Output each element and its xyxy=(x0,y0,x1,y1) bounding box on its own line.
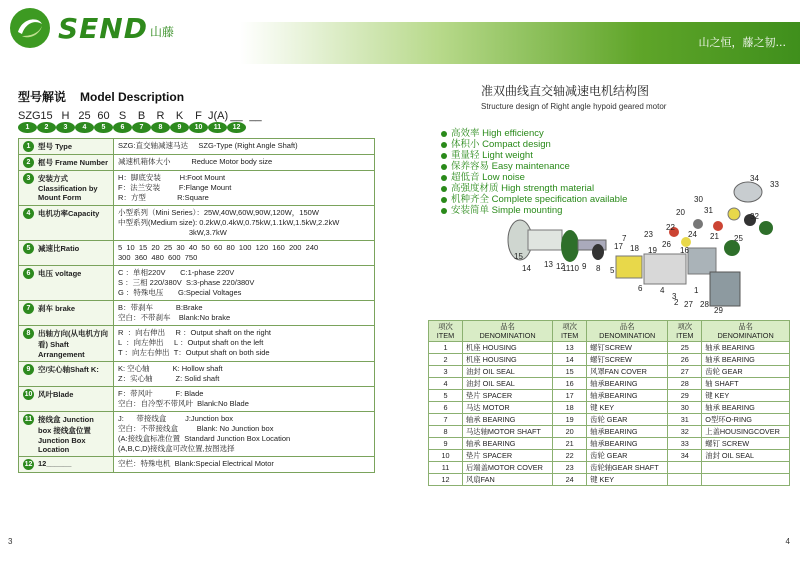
th-item: 项次 ITEM xyxy=(429,321,463,342)
model-code-part: 15 xyxy=(40,110,53,122)
part-label: 16 xyxy=(680,246,689,255)
row-content: 5 10 15 20 25 30 40 50 60 80 100 120 160 200 240 300 360 480 600 750 xyxy=(118,243,319,262)
part-label: 27 xyxy=(684,300,693,309)
part-label: 19 xyxy=(648,246,657,255)
description-label-cell xyxy=(19,155,114,171)
part-name: 上盖HOUSINGCOVER xyxy=(702,426,790,438)
parts-table xyxy=(428,320,790,486)
model-description-table xyxy=(18,138,375,473)
part-name: 螺钉SCREW xyxy=(587,342,668,354)
model-code-number-slot xyxy=(56,122,75,133)
part-name: 油封 OIL SEAL xyxy=(463,366,553,378)
description-content-cell xyxy=(114,301,375,326)
part-label: 18 xyxy=(630,244,639,253)
description-label-cell xyxy=(19,301,114,326)
row-number-badge: 11 xyxy=(24,416,33,423)
description-label-cell xyxy=(19,266,114,301)
structure-title: 准双曲线直交轴减速电机结构图 xyxy=(481,84,650,98)
exploded-view-icon xyxy=(498,168,788,316)
model-code-part: F xyxy=(195,110,202,122)
part-label: 33 xyxy=(770,180,779,189)
description-label-cell xyxy=(19,241,114,266)
part-number: 17 xyxy=(553,390,587,402)
model-code-number-slot xyxy=(151,122,170,133)
bullet-icon xyxy=(441,197,447,203)
part-name: 键 KEY xyxy=(702,390,790,402)
part-number: 23 xyxy=(553,462,587,474)
description-content-cell xyxy=(114,155,375,171)
part-name: 键 KEY xyxy=(587,402,668,414)
description-label xyxy=(23,364,109,375)
row-content: 小型系列（Mini Series）：25W,40W,60W,90W,120W，150W 中型系列(Medium size): 0.2kW,0.4kW,0.75kW,1.1kW,1.5kW,2.2kW 3kW,3.7kW xyxy=(118,208,340,237)
parts-row xyxy=(429,474,790,486)
part-label: 2 xyxy=(674,298,679,307)
part-name: 机座 HOUSING xyxy=(463,342,553,354)
part-number: 11 xyxy=(429,462,463,474)
description-label xyxy=(23,414,109,454)
part-number: 1 xyxy=(429,342,463,354)
part-name: 齿轮轴GEAR SHAFT xyxy=(587,462,668,474)
row-label: 减速比Ratio xyxy=(38,244,80,253)
th-item: 项次 ITEM xyxy=(668,321,702,342)
description-label xyxy=(23,459,109,470)
description-label-cell xyxy=(19,362,114,387)
part-label: 23 xyxy=(644,230,653,239)
model-description-title xyxy=(18,88,184,105)
model-code-number-slot xyxy=(189,122,208,133)
page-number-left: 3 xyxy=(8,537,13,546)
part-number: 25 xyxy=(668,342,702,354)
part-label: 8 xyxy=(596,264,601,273)
part-number: 12 xyxy=(429,474,463,486)
description-label xyxy=(23,157,109,168)
description-label-cell xyxy=(19,387,114,412)
parts-row xyxy=(429,414,790,426)
part-label: 13 xyxy=(544,260,553,269)
part-label: 6 xyxy=(638,284,643,293)
bullet-icon xyxy=(441,186,447,192)
part-label: 32 xyxy=(750,212,759,221)
part-number: 10 xyxy=(429,450,463,462)
row-label: 12______ xyxy=(38,459,72,468)
part-name: 马达 MOTOR xyxy=(463,402,553,414)
part-name: 轴承BEARING xyxy=(587,390,668,402)
description-content-cell xyxy=(114,387,375,412)
part-number xyxy=(668,474,702,486)
description-label-cell xyxy=(19,171,114,206)
part-label: 24 xyxy=(688,230,697,239)
row-number-badge: 12 xyxy=(24,461,33,468)
description-row xyxy=(19,301,375,326)
description-content-cell xyxy=(114,241,375,266)
row-label: 风叶Blade xyxy=(38,390,74,399)
part-number: 32 xyxy=(668,426,702,438)
part-name xyxy=(702,462,790,474)
logo-emblem-icon xyxy=(8,6,52,50)
part-number: 6 xyxy=(429,402,463,414)
model-code-number-slot xyxy=(113,122,132,133)
feature-text: 体积小 Compact design xyxy=(451,139,551,150)
part-number: 26 xyxy=(668,354,702,366)
part-number: 24 xyxy=(553,474,587,486)
parts-row xyxy=(429,402,790,414)
row-label: 出轴方向(从电机方向看) Shaft Arrangement xyxy=(38,329,108,359)
brand-logo xyxy=(8,6,174,50)
description-label-cell xyxy=(19,326,114,362)
description-label xyxy=(23,328,109,359)
row-content: J: 带接线盒 J:Junction box 空白：不带接线盒 Blank: No Junction box (A:接线盒标准位置 Standard Junction Box Location (A,B,C,D)接线盒可改位置,按图选择 xyxy=(118,414,291,453)
part-name: 垫片 SPACER xyxy=(463,450,553,462)
part-label: 25 xyxy=(734,234,743,243)
row-label: 空/实心轴Shaft K: xyxy=(38,365,99,374)
part-name: O型环O-RING xyxy=(702,414,790,426)
title-en: Model Description xyxy=(80,90,185,104)
row-label: 接线盒 Junction box 接线盒位置 Junction Box Location xyxy=(38,415,94,454)
model-code-number-slot xyxy=(170,122,189,133)
description-content-cell xyxy=(114,206,375,241)
description-row xyxy=(19,326,375,362)
part-name: 轴承BEARING xyxy=(587,438,668,450)
description-label xyxy=(23,141,109,152)
part-label: 7 xyxy=(622,234,627,243)
parts-row xyxy=(429,354,790,366)
part-name: 键 KEY xyxy=(587,474,668,486)
row-number-badge: 9 xyxy=(23,364,34,375)
code-number-badge: 10 xyxy=(189,122,208,133)
model-code-numbers xyxy=(18,122,246,133)
bullet-icon xyxy=(441,175,447,181)
description-content-cell xyxy=(114,412,375,457)
model-code-part: 60 xyxy=(97,110,110,122)
model-code-part: __ xyxy=(230,110,243,122)
bullet-icon xyxy=(441,142,447,148)
description-label-cell xyxy=(19,206,114,241)
description-label-cell xyxy=(19,139,114,155)
part-number: 20 xyxy=(553,426,587,438)
row-number-badge: 3 xyxy=(23,173,34,184)
parts-row xyxy=(429,342,790,354)
part-name: 轴承 BEARING xyxy=(702,342,790,354)
description-row xyxy=(19,171,375,206)
row-content: SZG:直交轴减速马达 SZG-Type (Right Angle Shaft) xyxy=(118,141,298,150)
feature-text: 超低音 Low noise xyxy=(451,172,525,183)
part-name: 齿轮 GEAR xyxy=(702,366,790,378)
part-number: 18 xyxy=(553,402,587,414)
model-code-part: SZG xyxy=(18,110,41,122)
part-number: 14 xyxy=(553,354,587,366)
description-label-cell xyxy=(19,412,114,457)
part-number: 13 xyxy=(553,342,587,354)
part-number: 9 xyxy=(429,438,463,450)
part-label: 14 xyxy=(522,264,531,273)
description-label-cell xyxy=(19,457,114,473)
part-number: 22 xyxy=(553,450,587,462)
row-content: H：脚底安装 H:Foot Mount F：法兰安装 F:Flange Mount R：方型 R:Square xyxy=(118,173,232,202)
feature-item xyxy=(441,128,627,139)
feature-text: 高效率 High efficiency xyxy=(451,128,544,139)
th-den: 品名 DENOMINATION xyxy=(587,321,668,342)
part-label: 34 xyxy=(750,174,759,183)
part-name: 风扇FAN xyxy=(463,474,553,486)
model-code-number-slot xyxy=(37,122,56,133)
feature-text: 重量轻 Light weight xyxy=(451,150,533,161)
part-name: 轴承 BEARING xyxy=(702,402,790,414)
part-label: 20 xyxy=(676,208,685,217)
part-name: 油封 OIL SEAL xyxy=(463,378,553,390)
code-number-badge: 4 xyxy=(75,122,94,133)
th-den: 品名 DENOMINATION xyxy=(702,321,790,342)
row-content: R ：向右伸出 R ：Output shaft on the right L ：向左伸出 L ：Output shaft on the left T ：向左右伸出 T：Output shaft on both side xyxy=(118,328,271,357)
part-number: 27 xyxy=(668,366,702,378)
row-label: 刹车 brake xyxy=(38,304,76,313)
th-den: 品名 DENOMINATION xyxy=(463,321,553,342)
part-name: 齿轮 GEAR xyxy=(587,414,668,426)
description-row xyxy=(19,241,375,266)
part-label: 9 xyxy=(582,262,587,271)
part-label: 11 xyxy=(562,264,571,273)
description-row xyxy=(19,362,375,387)
bullet-icon xyxy=(441,153,447,159)
model-code-part: R xyxy=(156,110,165,122)
part-number: 21 xyxy=(553,438,587,450)
part-label: 30 xyxy=(694,195,703,204)
part-label: 22 xyxy=(666,223,675,232)
code-number-badge: 2 xyxy=(37,122,56,133)
part-label: 4 xyxy=(660,286,665,295)
code-number-badge: 3 xyxy=(56,122,75,133)
part-number: 7 xyxy=(429,414,463,426)
description-row xyxy=(19,412,375,457)
model-code-part: S xyxy=(118,110,127,122)
feature-text: 机种齐全 Complete specification available xyxy=(451,194,628,205)
model-code-part: K xyxy=(175,110,184,122)
bullet-icon xyxy=(441,208,447,214)
row-number-badge: 4 xyxy=(23,208,34,219)
feature-text: 高强度材质 High strength material xyxy=(451,183,595,194)
description-label xyxy=(23,173,109,202)
code-number-badge: 8 xyxy=(151,122,170,133)
part-number: 30 xyxy=(668,402,702,414)
part-name: 轴承BEARING xyxy=(587,426,668,438)
row-number-badge: 8 xyxy=(23,328,34,339)
code-number-badge: 11 xyxy=(208,122,227,133)
model-code-part: J(A) xyxy=(208,110,229,122)
model-code-number-slot xyxy=(227,122,246,133)
part-label: 17 xyxy=(614,242,623,251)
part-label: 29 xyxy=(714,306,723,315)
bullet-icon xyxy=(441,164,447,170)
feature-item xyxy=(441,139,627,150)
description-label xyxy=(23,208,109,219)
model-code-part: 25 xyxy=(78,110,91,122)
description-row xyxy=(19,155,375,171)
row-content: B：带刹车 B:Brake 空白：不带刹车 Blank:No brake xyxy=(118,303,231,322)
part-name: 马达轴MOTOR SHAFT xyxy=(463,426,553,438)
exploded-motor-diagram xyxy=(498,168,788,316)
row-number-badge: 2 xyxy=(23,157,34,168)
feature-text: 安装简单 Simple mounting xyxy=(451,205,563,216)
part-number: 19 xyxy=(553,414,587,426)
model-code-part: __ xyxy=(249,110,262,122)
part-name: 轴承BEARING xyxy=(587,378,668,390)
part-name: 后端盖MOTOR COVER xyxy=(463,462,553,474)
parts-row xyxy=(429,450,790,462)
description-content-cell xyxy=(114,362,375,387)
description-label xyxy=(23,303,109,314)
part-label: 15 xyxy=(514,252,523,261)
header-banner xyxy=(0,0,800,64)
part-number xyxy=(668,462,702,474)
part-name: 风罩FAN COVER xyxy=(587,366,668,378)
part-number: 8 xyxy=(429,426,463,438)
logo-cn: 山藤 xyxy=(149,24,174,39)
model-code-part: H xyxy=(61,110,70,122)
part-label: 26 xyxy=(662,240,671,249)
parts-row xyxy=(429,366,790,378)
part-name: 轴承 BEARING xyxy=(463,414,553,426)
part-name: 轴 SHAFT xyxy=(702,378,790,390)
row-label: 型号 Type xyxy=(38,142,73,151)
code-number-badge: 7 xyxy=(132,122,151,133)
description-row xyxy=(19,387,375,412)
part-number: 2 xyxy=(429,354,463,366)
row-content: 减速机箱体大小 Reduce Motor body size xyxy=(118,157,273,166)
title-cn: 型号解说 xyxy=(18,90,67,104)
slogan: 山之恒，藤之韧... xyxy=(698,36,786,49)
row-number-badge: 5 xyxy=(23,243,34,254)
part-label: 10 xyxy=(570,264,579,273)
model-code xyxy=(18,110,265,122)
part-name: 机座 HOUSING xyxy=(463,354,553,366)
part-number: 3 xyxy=(429,366,463,378)
description-row xyxy=(19,457,375,473)
part-number: 4 xyxy=(429,378,463,390)
part-label: 3 xyxy=(672,292,677,301)
part-label: 28 xyxy=(700,300,709,309)
row-content: K: 空心轴 K: Hollow shaft Z：实心轴 Z: Solid shaft xyxy=(118,364,223,383)
model-code-number-slot xyxy=(94,122,113,133)
description-content-cell xyxy=(114,171,375,206)
description-row xyxy=(19,139,375,155)
parts-row xyxy=(429,438,790,450)
feature-item xyxy=(441,150,627,161)
row-label: 电压 voltage xyxy=(38,269,82,278)
description-content-cell xyxy=(114,266,375,301)
part-number: 33 xyxy=(668,438,702,450)
logo-text: SEND xyxy=(58,11,148,45)
feature-text: 保养容易 Easy maintenance xyxy=(451,161,570,172)
part-label: 21 xyxy=(710,232,719,241)
part-name: 油封 OIL SEAL xyxy=(702,450,790,462)
page-number-right: 4 xyxy=(785,537,790,546)
part-name xyxy=(702,474,790,486)
part-label: 12 xyxy=(556,262,565,271)
part-name: 轴承 BEARING xyxy=(463,438,553,450)
th-item: 项次 ITEM xyxy=(553,321,587,342)
code-number-badge: 12 xyxy=(227,122,246,133)
description-label xyxy=(23,268,109,279)
row-content: C ：单相220V C:1-phase 220V S ：三相 220/380V S:3-phase 220/380V G ：特殊电压 G:Special Voltages xyxy=(118,268,255,297)
row-number-badge: 1 xyxy=(23,141,34,152)
description-content-cell xyxy=(114,457,375,473)
row-label: 安装方式 Classification by Mount Form xyxy=(38,174,98,202)
description-row xyxy=(19,266,375,301)
model-code-number-slot xyxy=(132,122,151,133)
part-label: 5 xyxy=(610,266,615,275)
model-code-number-slot xyxy=(75,122,94,133)
part-number: 16 xyxy=(553,378,587,390)
code-number-badge: 6 xyxy=(113,122,132,133)
model-code-number-slot xyxy=(18,122,37,133)
description-content-cell xyxy=(114,326,375,362)
code-number-badge: 5 xyxy=(94,122,113,133)
part-name: 轴承 BEARING xyxy=(702,354,790,366)
parts-row xyxy=(429,390,790,402)
part-number: 29 xyxy=(668,390,702,402)
part-number: 5 xyxy=(429,390,463,402)
row-number-badge: 6 xyxy=(23,268,34,279)
part-label: 31 xyxy=(704,206,713,215)
bullet-icon xyxy=(441,131,447,137)
row-label: 电机功率Capacity xyxy=(38,209,100,218)
part-label: 1 xyxy=(694,286,699,295)
model-code-part: B xyxy=(137,110,146,122)
part-name: 齿轮 GEAR xyxy=(587,450,668,462)
structure-subtitle: Structure design of Right angle hypoid geared motor xyxy=(481,102,667,111)
part-name: 垫片 SPACER xyxy=(463,390,553,402)
row-number-badge: 7 xyxy=(23,303,34,314)
description-label xyxy=(23,243,109,254)
code-number-badge: 1 xyxy=(18,122,37,133)
parts-row xyxy=(429,462,790,474)
row-content: 空栏：特殊电机 Blank:Special Electrical Motor xyxy=(118,459,274,468)
code-number-badge: 9 xyxy=(170,122,189,133)
part-name: 螺钉SCREW xyxy=(587,354,668,366)
part-number: 28 xyxy=(668,378,702,390)
row-label: 框号 Frame Number xyxy=(38,158,109,167)
part-number: 34 xyxy=(668,450,702,462)
part-number: 31 xyxy=(668,414,702,426)
parts-row xyxy=(429,378,790,390)
description-label xyxy=(23,389,109,400)
part-number: 15 xyxy=(553,366,587,378)
row-content: F：带风叶 F: Blade 空白：自冷型不带风叶 Blank:No Blade xyxy=(118,389,249,408)
parts-row xyxy=(429,426,790,438)
part-name: 螺钉 SCREW xyxy=(702,438,790,450)
model-code-number-slot xyxy=(208,122,227,133)
row-number-badge: 10 xyxy=(24,391,33,398)
description-content-cell xyxy=(114,139,375,155)
description-row xyxy=(19,206,375,241)
